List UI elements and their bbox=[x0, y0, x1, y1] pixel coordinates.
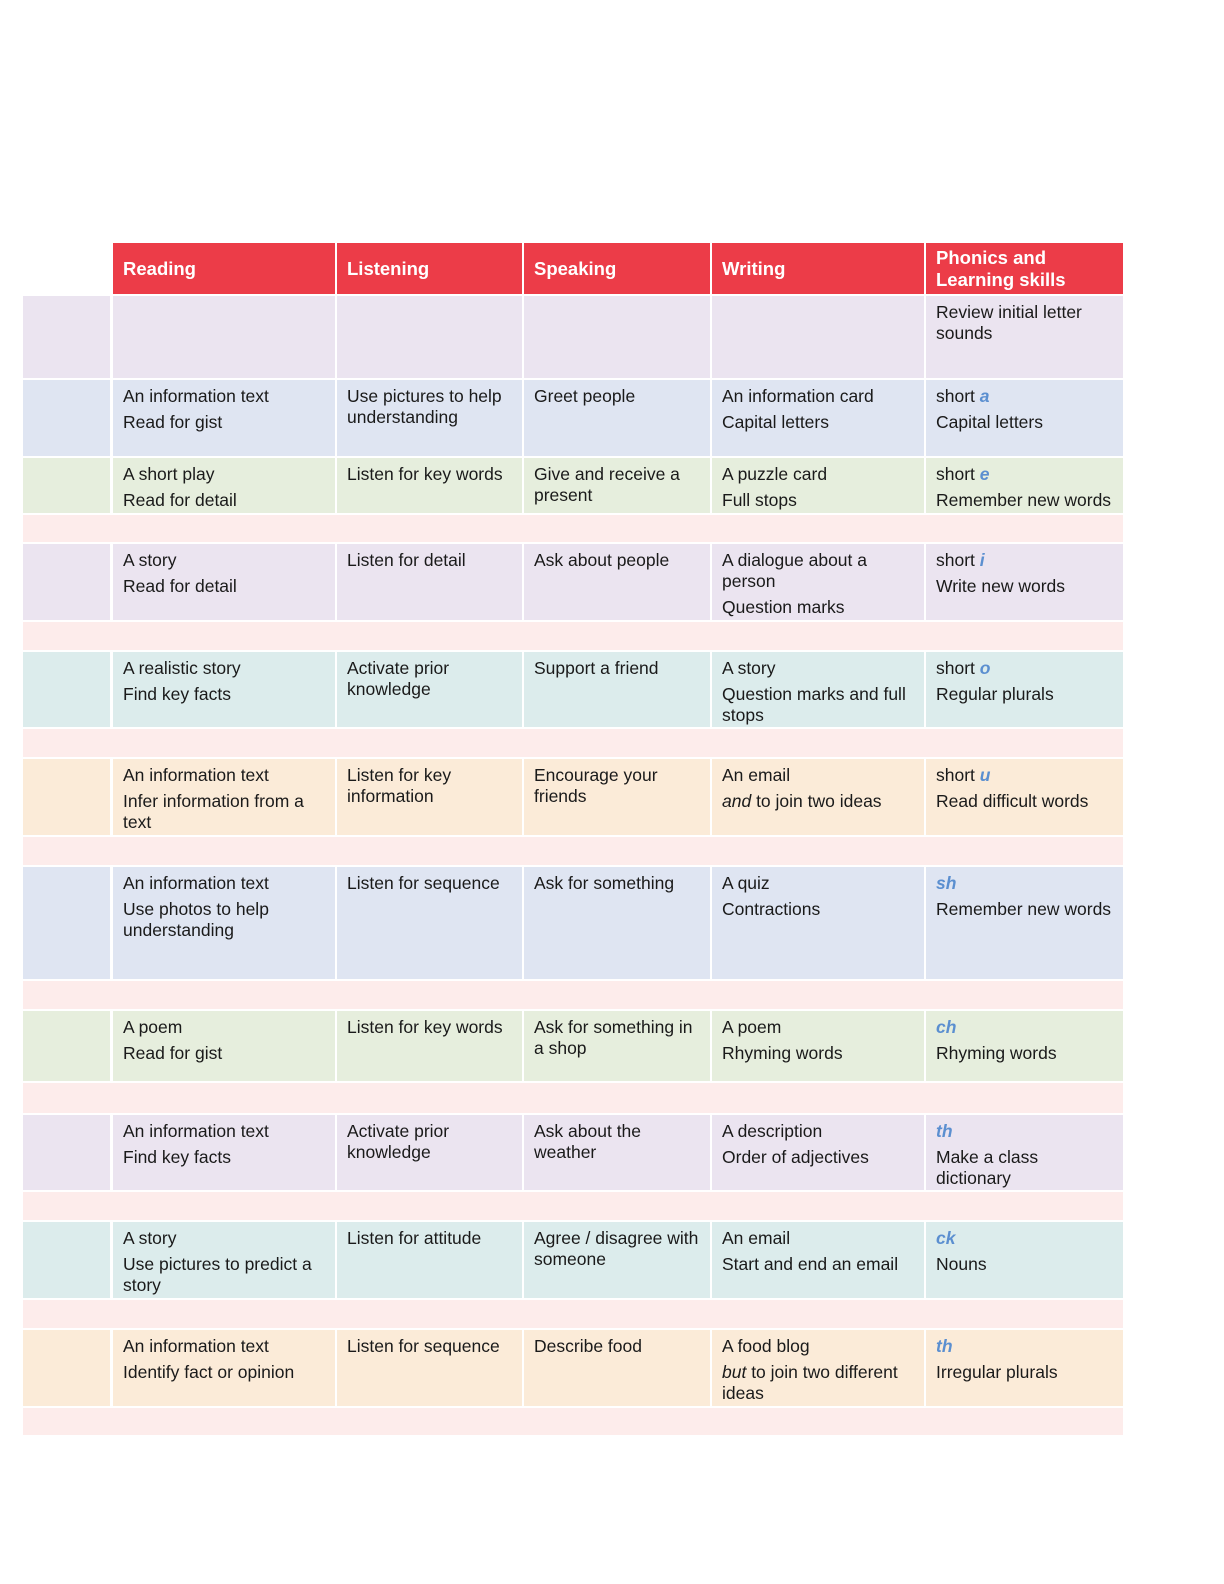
table-cell bbox=[113, 759, 335, 835]
cell-text: Make a class dictionary bbox=[936, 1147, 1039, 1188]
separator-row bbox=[23, 1192, 1123, 1220]
cell-text: An email bbox=[722, 765, 791, 785]
cell-text: Encourage your friends bbox=[534, 765, 658, 806]
cell-line bbox=[123, 412, 326, 433]
table-cell bbox=[926, 1330, 1123, 1406]
table-cell bbox=[113, 458, 335, 513]
cell-line bbox=[123, 1147, 326, 1168]
cell-text: short bbox=[936, 658, 980, 678]
table-cell bbox=[926, 1115, 1123, 1190]
table-cell bbox=[113, 544, 335, 620]
row-label-cell bbox=[23, 1011, 110, 1081]
cell-line bbox=[936, 899, 1114, 920]
cell-text: Ask for something bbox=[534, 873, 675, 893]
phonics-highlight: ck bbox=[936, 1228, 956, 1248]
table-cell bbox=[524, 1011, 710, 1081]
cell-text: Contractions bbox=[722, 899, 821, 919]
header-label: Phonics and Learning skills bbox=[936, 246, 1066, 290]
row-label-cell bbox=[23, 1115, 110, 1190]
cell-line bbox=[347, 464, 513, 485]
cell-text: short bbox=[936, 765, 980, 785]
cell-line bbox=[534, 1017, 701, 1059]
table-cell bbox=[337, 544, 522, 620]
cell-line bbox=[347, 658, 513, 700]
separator-row bbox=[23, 1083, 1123, 1113]
cell-text: A quiz bbox=[722, 873, 770, 893]
cell-line bbox=[347, 1336, 513, 1357]
cell-text: Listen for detail bbox=[347, 550, 466, 570]
cell-line bbox=[722, 658, 915, 679]
table-cell bbox=[926, 1011, 1123, 1081]
table-cell bbox=[524, 380, 710, 456]
table-row bbox=[23, 380, 1123, 456]
separator-row bbox=[23, 515, 1123, 542]
cell-line bbox=[722, 412, 915, 433]
cell-text: Listen for key words bbox=[347, 1017, 503, 1037]
table-cell bbox=[113, 1222, 335, 1298]
table-cell bbox=[337, 458, 522, 513]
table-cell bbox=[337, 1222, 522, 1298]
cell-text: Regular plurals bbox=[936, 684, 1054, 704]
cell-line bbox=[722, 873, 915, 894]
header-cell bbox=[113, 243, 335, 294]
cell-text: Capital letters bbox=[936, 412, 1043, 432]
cell-line bbox=[123, 658, 326, 679]
row-label-cell bbox=[23, 759, 110, 835]
cell-line bbox=[123, 550, 326, 571]
cell-line bbox=[936, 490, 1114, 511]
cell-text: An information text bbox=[123, 765, 269, 785]
table-cell bbox=[337, 867, 522, 979]
cell-line bbox=[123, 1017, 326, 1038]
cell-line bbox=[534, 658, 701, 679]
table-row bbox=[23, 652, 1123, 727]
cell-line bbox=[534, 1336, 701, 1357]
cell-line bbox=[123, 1336, 326, 1357]
cell-text: to join two ideas bbox=[751, 791, 882, 811]
header-cell bbox=[524, 243, 710, 294]
cell-text: Read for gist bbox=[123, 412, 223, 432]
cell-line bbox=[123, 1121, 326, 1142]
cell-text: Irregular plurals bbox=[936, 1362, 1058, 1382]
cell-text: Nouns bbox=[936, 1254, 987, 1274]
cell-line bbox=[722, 1043, 915, 1064]
cell-line bbox=[936, 1336, 1114, 1357]
cell-text: short bbox=[936, 464, 980, 484]
cell-line bbox=[123, 386, 326, 407]
cell-text: Use photos to help understanding bbox=[123, 899, 269, 940]
cell-text: Use pictures to help understanding bbox=[347, 386, 502, 427]
cell-text: A poem bbox=[123, 1017, 183, 1037]
cell-text: Start and end an email bbox=[722, 1254, 899, 1274]
table-cell bbox=[712, 759, 924, 835]
cell-text: Give and receive a present bbox=[534, 464, 680, 505]
table-cell bbox=[524, 296, 710, 378]
cell-line bbox=[936, 1147, 1114, 1189]
table-cell bbox=[524, 867, 710, 979]
cell-line bbox=[123, 1043, 326, 1064]
table-row bbox=[23, 458, 1123, 513]
table-cell bbox=[926, 652, 1123, 727]
cell-line bbox=[123, 684, 326, 705]
table-cell bbox=[926, 759, 1123, 835]
cell-text: An information text bbox=[123, 873, 269, 893]
cell-line bbox=[722, 765, 915, 786]
table-row bbox=[23, 296, 1123, 378]
cell-line bbox=[936, 684, 1114, 705]
header-label: Writing bbox=[722, 257, 786, 279]
cell-text: An information text bbox=[123, 1121, 269, 1141]
phonics-highlight: ch bbox=[936, 1017, 957, 1037]
cell-text: Listen for sequence bbox=[347, 1336, 500, 1356]
cell-line bbox=[936, 386, 1114, 407]
row-label-cell bbox=[23, 867, 110, 979]
cell-line bbox=[123, 464, 326, 485]
table-row bbox=[23, 1330, 1123, 1406]
phonics-highlight: i bbox=[979, 550, 985, 570]
cell-line bbox=[936, 873, 1114, 894]
separator-row bbox=[23, 622, 1123, 650]
cell-line bbox=[347, 1017, 513, 1038]
cell-line bbox=[936, 1043, 1114, 1064]
separator-row bbox=[23, 981, 1123, 1009]
cell-text: Rhyming words bbox=[722, 1043, 843, 1063]
cell-text: Use pictures to predict a story bbox=[123, 1254, 312, 1295]
cell-text: Ask for something in a shop bbox=[534, 1017, 693, 1058]
table-cell bbox=[712, 458, 924, 513]
cell-line bbox=[936, 464, 1114, 485]
table-cell bbox=[524, 1330, 710, 1406]
table-cell bbox=[337, 1115, 522, 1190]
table-cell bbox=[524, 544, 710, 620]
cell-text: Full stops bbox=[722, 490, 797, 510]
table-cell bbox=[712, 380, 924, 456]
cell-line bbox=[722, 1147, 915, 1168]
cell-text: Ask about people bbox=[534, 550, 670, 570]
cell-text: Listen for sequence bbox=[347, 873, 500, 893]
cell-line bbox=[722, 1362, 915, 1404]
cell-line bbox=[534, 765, 701, 807]
cell-text: to join two different ideas bbox=[722, 1362, 898, 1403]
cell-line bbox=[722, 899, 915, 920]
separator-row bbox=[23, 729, 1123, 757]
cell-text: Identify fact or opinion bbox=[123, 1362, 295, 1382]
cell-text: A puzzle card bbox=[722, 464, 828, 484]
table-cell bbox=[926, 458, 1123, 513]
cell-line bbox=[534, 1228, 701, 1270]
cell-line bbox=[534, 873, 701, 894]
cell-line bbox=[722, 386, 915, 407]
table-cell bbox=[926, 544, 1123, 620]
cell-text: Review initial letter sounds bbox=[936, 302, 1082, 343]
cell-text: A realistic story bbox=[123, 658, 241, 678]
separator-row bbox=[23, 1300, 1123, 1328]
table-cell bbox=[113, 380, 335, 456]
row-label-cell bbox=[23, 652, 110, 727]
cell-line bbox=[347, 1228, 513, 1249]
phonics-highlight: e bbox=[979, 464, 990, 484]
cell-line bbox=[936, 765, 1114, 786]
cell-text: A story bbox=[123, 550, 177, 570]
cell-line bbox=[936, 1017, 1114, 1038]
cell-text: Infer information from a text bbox=[123, 791, 304, 832]
table-cell bbox=[712, 1115, 924, 1190]
table-cell bbox=[712, 1330, 924, 1406]
cell-line bbox=[347, 765, 513, 807]
table-cell bbox=[337, 759, 522, 835]
table-cell bbox=[712, 544, 924, 620]
cell-line bbox=[722, 597, 915, 618]
cell-text: Read for detail bbox=[123, 576, 237, 596]
cell-text: Write new words bbox=[936, 576, 1066, 596]
cell-text: A dialogue about a person bbox=[722, 550, 867, 591]
cell-text: A short play bbox=[123, 464, 215, 484]
cell-line bbox=[123, 490, 326, 511]
row-label-cell bbox=[23, 458, 110, 513]
cell-line bbox=[347, 873, 513, 894]
cell-text: A story bbox=[722, 658, 776, 678]
row-label-cell bbox=[23, 1222, 110, 1298]
table-cell bbox=[712, 1011, 924, 1081]
cell-line bbox=[936, 576, 1114, 597]
cell-text: Describe food bbox=[534, 1336, 642, 1356]
cell-line bbox=[123, 1254, 326, 1296]
table-cell bbox=[524, 759, 710, 835]
cell-line bbox=[936, 1254, 1114, 1275]
separator-row bbox=[23, 837, 1123, 865]
cell-text: Support a friend bbox=[534, 658, 659, 678]
table-cell bbox=[113, 867, 335, 979]
table-cell bbox=[712, 296, 924, 378]
cell-line bbox=[123, 1362, 326, 1383]
table-cell bbox=[113, 652, 335, 727]
separator-row bbox=[23, 1408, 1123, 1435]
cell-line bbox=[534, 550, 701, 571]
table-cell bbox=[524, 1115, 710, 1190]
cell-line bbox=[936, 791, 1114, 812]
cell-line bbox=[936, 1121, 1114, 1142]
cell-line bbox=[123, 576, 326, 597]
table-cell bbox=[926, 380, 1123, 456]
cell-text: Activate prior knowledge bbox=[347, 658, 450, 699]
cell-line bbox=[722, 1017, 915, 1038]
table-cell bbox=[712, 652, 924, 727]
phonics-highlight: th bbox=[936, 1121, 953, 1141]
table-cell bbox=[337, 1330, 522, 1406]
phonics-highlight: th bbox=[936, 1336, 953, 1356]
cell-text: An information text bbox=[123, 386, 269, 406]
table-row bbox=[23, 1222, 1123, 1298]
cell-text: Ask about the weather bbox=[534, 1121, 642, 1162]
cell-line bbox=[722, 791, 915, 812]
cell-text: Remember new words bbox=[936, 490, 1112, 510]
table-row bbox=[23, 544, 1123, 620]
cell-text: Find key facts bbox=[123, 684, 231, 704]
cell-text: An information card bbox=[722, 386, 874, 406]
cell-line bbox=[936, 1228, 1114, 1249]
table-cell bbox=[926, 296, 1123, 378]
table-cell bbox=[926, 867, 1123, 979]
phonics-highlight: u bbox=[979, 765, 991, 785]
table-cell bbox=[524, 458, 710, 513]
cell-text: Listen for attitude bbox=[347, 1228, 482, 1248]
cell-text: Listen for key words bbox=[347, 464, 503, 484]
cell-line bbox=[722, 550, 915, 592]
cell-text: Order of adjectives bbox=[722, 1147, 869, 1167]
table-cell bbox=[337, 296, 522, 378]
cell-line bbox=[347, 1121, 513, 1163]
cell-text: A story bbox=[123, 1228, 177, 1248]
cell-line bbox=[936, 302, 1114, 344]
cell-line bbox=[936, 658, 1114, 679]
table-cell bbox=[712, 1222, 924, 1298]
row-label-cell bbox=[23, 544, 110, 620]
cell-text: Rhyming words bbox=[936, 1043, 1057, 1063]
cell-line bbox=[722, 1336, 915, 1357]
cell-line bbox=[534, 386, 701, 407]
header-label: Listening bbox=[347, 257, 430, 279]
cell-text: A description bbox=[722, 1121, 823, 1141]
cell-line bbox=[123, 873, 326, 894]
table-cell bbox=[113, 1330, 335, 1406]
table-row bbox=[23, 867, 1123, 979]
header-label: Speaking bbox=[534, 257, 617, 279]
table-cell bbox=[337, 380, 522, 456]
cell-line bbox=[347, 550, 513, 571]
table-cell bbox=[113, 1115, 335, 1190]
cell-text: Greet people bbox=[534, 386, 636, 406]
cell-text: Agree / disagree with someone bbox=[534, 1228, 699, 1269]
cell-text: Listen for key information bbox=[347, 765, 452, 806]
cell-line bbox=[936, 1362, 1114, 1383]
cell-line bbox=[722, 1121, 915, 1142]
header-cell bbox=[337, 243, 522, 294]
cell-line bbox=[123, 899, 326, 941]
cell-line bbox=[936, 412, 1114, 433]
table-cell bbox=[926, 1222, 1123, 1298]
cell-text: A poem bbox=[722, 1017, 782, 1037]
cell-line bbox=[123, 791, 326, 833]
phonics-highlight: o bbox=[979, 658, 991, 678]
cell-text: Read difficult words bbox=[936, 791, 1089, 811]
cell-line bbox=[347, 386, 513, 428]
cell-line bbox=[722, 684, 915, 726]
cell-line bbox=[722, 464, 915, 485]
table-cell bbox=[524, 652, 710, 727]
table-row bbox=[23, 1115, 1123, 1190]
phonics-highlight: a bbox=[979, 386, 990, 406]
header-row bbox=[23, 243, 1123, 294]
cell-line bbox=[722, 490, 915, 511]
cell-text: short bbox=[936, 386, 980, 406]
cell-text: Activate prior knowledge bbox=[347, 1121, 450, 1162]
cell-text: An information text bbox=[123, 1336, 269, 1356]
table-row bbox=[23, 1011, 1123, 1081]
table-cell bbox=[524, 1222, 710, 1298]
cell-text: Question marks bbox=[722, 597, 845, 617]
table-row bbox=[23, 759, 1123, 835]
cell-text: An email bbox=[722, 1228, 791, 1248]
header-cell bbox=[926, 243, 1123, 294]
cell-text: A food blog bbox=[722, 1336, 810, 1356]
table-cell bbox=[113, 1011, 335, 1081]
row-label-cell bbox=[23, 1330, 110, 1406]
header-label: Reading bbox=[123, 257, 196, 279]
cell-text: Question marks and full stops bbox=[722, 684, 906, 725]
row-label-cell bbox=[23, 296, 110, 378]
italic-word: and bbox=[722, 791, 752, 811]
phonics-highlight: sh bbox=[936, 873, 957, 893]
cell-text: Find key facts bbox=[123, 1147, 231, 1167]
cell-line bbox=[722, 1254, 915, 1275]
cell-line bbox=[123, 1228, 326, 1249]
row-label-cell bbox=[23, 380, 110, 456]
table-cell bbox=[712, 867, 924, 979]
cell-text: Read for detail bbox=[123, 490, 237, 510]
table-cell bbox=[337, 1011, 522, 1081]
cell-text: Remember new words bbox=[936, 899, 1112, 919]
cell-text: short bbox=[936, 550, 980, 570]
italic-word: but bbox=[722, 1362, 747, 1382]
cell-line bbox=[123, 765, 326, 786]
cell-line bbox=[722, 1228, 915, 1249]
table-cell bbox=[113, 296, 335, 378]
cell-line bbox=[534, 464, 701, 506]
cell-line bbox=[936, 550, 1114, 571]
table-cell bbox=[337, 652, 522, 727]
cell-text: Capital letters bbox=[722, 412, 829, 432]
header-cell bbox=[712, 243, 924, 294]
cell-line bbox=[534, 1121, 701, 1163]
cell-text: Read for gist bbox=[123, 1043, 223, 1063]
